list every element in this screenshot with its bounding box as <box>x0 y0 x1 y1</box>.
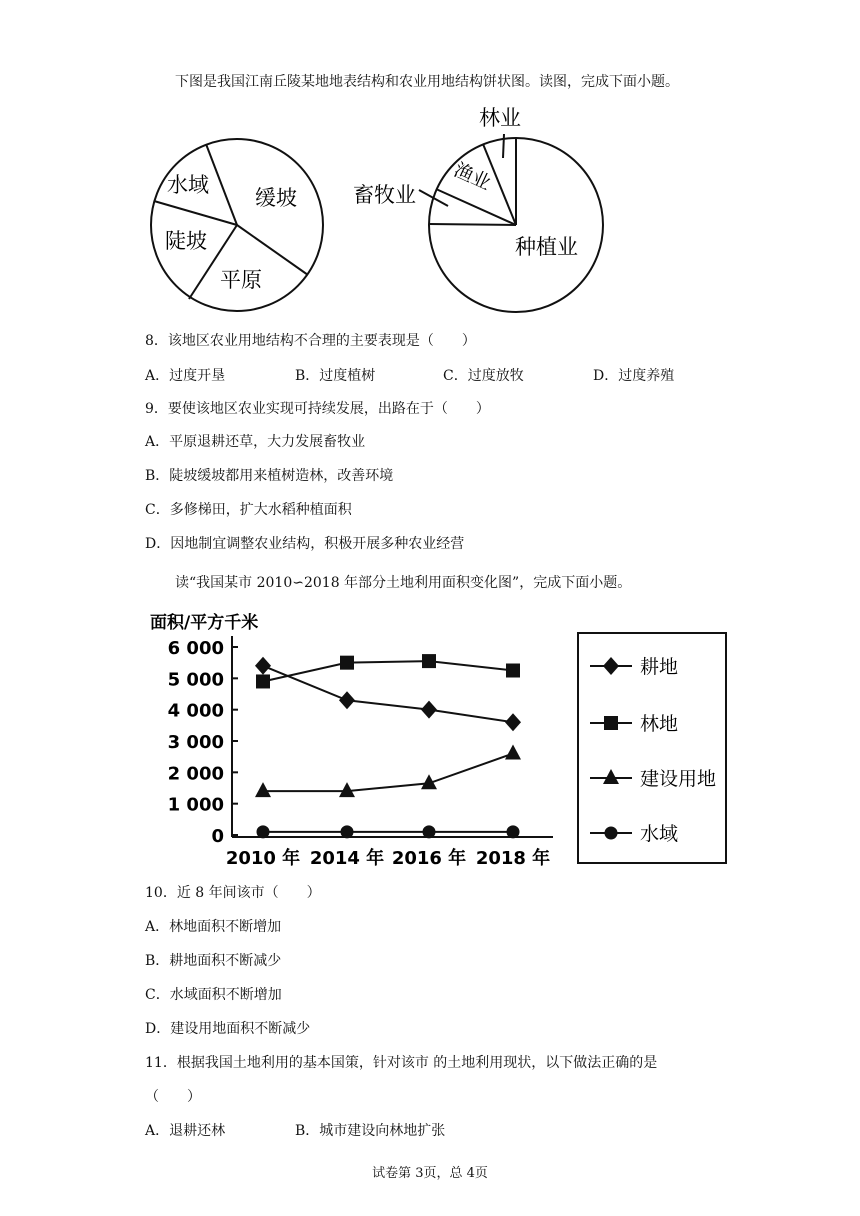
y-tick-label: 6 000 <box>167 638 224 659</box>
agri-land-pie <box>345 100 610 320</box>
q10-option-b[interactable]: B．耕地面积不断减少 <box>145 953 282 969</box>
data-point <box>257 825 270 838</box>
x-tick-label: 2010 年 <box>225 848 301 869</box>
pie1-label: 平原 <box>220 268 262 292</box>
series-line <box>263 661 513 681</box>
data-point <box>421 701 437 719</box>
pie1-divider <box>206 144 237 225</box>
pie1-divider <box>154 201 237 225</box>
data-point <box>505 745 521 760</box>
pie2-label: 渔业 <box>450 158 495 195</box>
q8-option-c[interactable]: C．过度放牧 <box>443 368 524 384</box>
q11-option-a[interactable]: A．退耕还林 <box>145 1123 226 1139</box>
surface-structure-pie <box>145 135 335 315</box>
data-point <box>255 782 271 797</box>
pie2-label: 林业 <box>479 106 521 130</box>
intro-text-2: 读“我国某市 2010∽2018 年部分土地利用面积变化图”，完成下面小题。 <box>175 575 632 591</box>
pie1-label: 陡坡 <box>165 229 207 253</box>
legend-marker <box>605 827 618 840</box>
y-tick-label: 2 000 <box>167 763 224 785</box>
legend-marker <box>603 657 619 675</box>
q9-option-c[interactable]: C．多修梯田，扩大水稻种植面积 <box>145 502 352 518</box>
data-point <box>507 825 520 838</box>
data-point <box>341 825 354 838</box>
q10-stem: 10．近 8 年间该市（ ） <box>145 885 321 901</box>
q10-option-a[interactable]: A．林地面积不断增加 <box>145 919 282 935</box>
x-tick-label: 2016 年 <box>391 848 467 869</box>
q8-option-d[interactable]: D．过度养殖 <box>593 368 675 384</box>
legend-label: 建设用地 <box>640 768 717 790</box>
q11-options <box>145 1121 445 1141</box>
y-tick-label: 4 000 <box>167 700 224 722</box>
pie2-label: 种植业 <box>515 235 578 259</box>
q11-stem: 11．根据我国土地利用的基本国策，针对该市 的土地利用现状，以下做法正确的是 <box>145 1055 658 1071</box>
q10-option-c[interactable]: C．水域面积不断增加 <box>145 987 282 1003</box>
data-point <box>339 691 355 709</box>
q11-option-b[interactable]: B．城市建设向林地扩张 <box>295 1123 446 1139</box>
q8-option-b[interactable]: B．过度植树 <box>295 368 376 384</box>
y-tick-label: 1 000 <box>167 794 224 816</box>
y-tick-label: 5 000 <box>167 669 224 691</box>
data-point <box>422 654 436 668</box>
legend-marker <box>604 716 618 730</box>
q10-option-d[interactable]: D．建设用地面积不断减少 <box>145 1021 311 1037</box>
pie2-label: 畜牧业 <box>353 183 416 207</box>
data-point <box>423 825 436 838</box>
x-tick-label: 2018 年 <box>475 848 551 869</box>
intro-text-1: 下图是我国江南丘陵某地地表结构和农业用地结构饼状图。读图，完成下面小题。 <box>175 74 679 90</box>
q8-options <box>145 366 674 386</box>
x-tick-label: 2014 年 <box>309 848 385 869</box>
legend-label: 林地 <box>640 713 679 735</box>
series-line <box>263 754 513 792</box>
legend-marker <box>603 769 619 784</box>
pie2-divider <box>429 224 516 225</box>
q9-option-a[interactable]: A．平原退耕还草，大力发展畜牧业 <box>145 434 366 450</box>
series-line <box>263 666 513 722</box>
q8-stem: 8．该地区农业用地结构不合理的主要表现是（ ） <box>145 333 476 349</box>
q9-option-b[interactable]: B．陡坡缓坡都用来植树造林，改善环境 <box>145 468 394 484</box>
y-tick-label: 0 <box>211 826 224 847</box>
q11-stem-cont: （ ） <box>145 1089 201 1105</box>
data-point <box>255 657 271 675</box>
y-axis-title: 面积/平方千米 <box>150 613 259 633</box>
pie1-label: 缓坡 <box>255 186 297 210</box>
q9-option-d[interactable]: D．因地制宜调整农业结构，积极开展多种农业经营 <box>145 536 465 552</box>
legend-label: 耕地 <box>640 656 679 678</box>
pie1-label: 水域 <box>167 173 209 197</box>
page-footer: 试卷第 3页，总 4页 <box>372 1166 488 1181</box>
pie2-leader <box>503 134 504 158</box>
data-point <box>506 664 520 678</box>
q8-option-a[interactable]: A．过度开垦 <box>145 368 226 384</box>
land-use-line-chart <box>140 600 740 875</box>
q9-stem: 9．要使该地区农业实现可持续发展，出路在于（ ） <box>145 401 490 417</box>
y-tick-label: 3 000 <box>167 732 224 753</box>
data-point <box>505 713 521 731</box>
legend-label: 水域 <box>640 823 679 845</box>
data-point <box>256 674 270 688</box>
data-point <box>340 656 354 670</box>
